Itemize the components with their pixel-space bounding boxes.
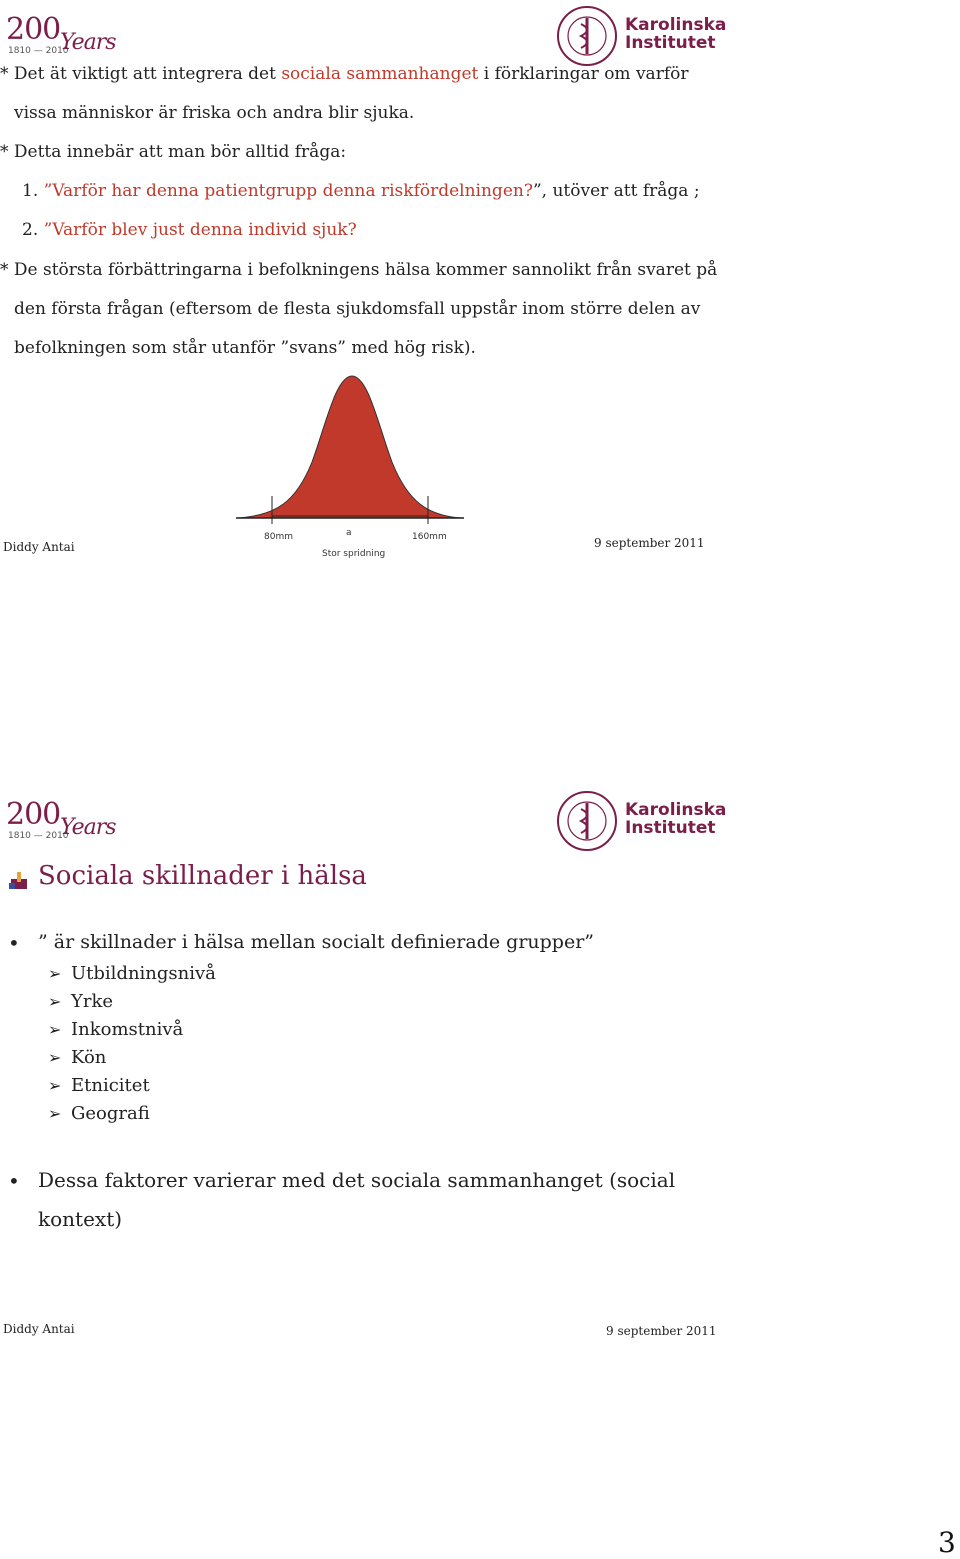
ki-name-line2: Institutet <box>625 33 716 53</box>
arrow-bullet-icon: ➢ <box>48 992 62 1011</box>
curve-label-mid: a <box>346 528 352 538</box>
ki-seal-icon <box>555 4 619 68</box>
ki-seal-icon <box>555 789 619 853</box>
question-1-text: ”Varför har denna patientgrupp denna riskfördelningen? <box>43 181 533 201</box>
line1-pre: * Det ät viktigt att integrera det <box>0 64 282 84</box>
bullet-2-line2: kontext) <box>38 1207 123 1231</box>
footer-date: 9 september 2011 <box>606 1324 717 1338</box>
bullet-dot-2: • <box>8 1169 20 1193</box>
slide-2 <box>0 795 960 1355</box>
question-1 <box>22 181 700 201</box>
anniversary-years: 1810 — 2010 <box>8 831 69 841</box>
anniversary-logo <box>4 12 122 66</box>
line1-highlight: sociala sammanhanget <box>281 64 479 84</box>
ki-name <box>625 16 726 52</box>
arrow-bullet-icon: ➢ <box>48 964 62 983</box>
curve-label-right: 160mm <box>412 532 447 542</box>
bell-curve-svg <box>236 372 468 560</box>
anniversary-number: 200 <box>6 12 61 47</box>
text-line-2: vissa människor är friska och andra blir sjuka. <box>14 103 415 123</box>
anniversary-logo <box>4 797 122 851</box>
text-line-6: * De största förbättringarna i befolkningens hälsa kommer sannolikt från svaret på <box>0 260 718 280</box>
factor-item: Yrke <box>71 991 114 1012</box>
factor-item: Utbildningsnivå <box>71 963 216 984</box>
karolinska-logo <box>555 789 727 855</box>
footer-author: Diddy Antai <box>3 1322 75 1336</box>
factor-item: Kön <box>71 1047 107 1068</box>
footer-date: 9 september 2011 <box>594 536 705 550</box>
question-1-number: 1. <box>22 181 44 201</box>
karolinska-logo <box>555 4 727 70</box>
text-line-7: den första frågan (eftersom de flesta sjukdomsfall uppstår inom större delen av <box>14 299 701 319</box>
bullet-dot-1: • <box>8 931 20 955</box>
line1-post: i förklaringar om varför <box>478 64 689 84</box>
question-2 <box>22 220 357 240</box>
factor-item: Inkomstnivå <box>71 1019 184 1040</box>
ki-name-line1: Karolinska <box>625 800 727 820</box>
factor-item: Etnicitet <box>71 1075 150 1096</box>
anniversary-script: Years <box>60 30 116 55</box>
bell-curve-figure <box>236 372 468 560</box>
text-line-3: * Detta innebär att man bör alltid fråga: <box>0 142 347 162</box>
factor-item: Geografi <box>71 1103 150 1124</box>
slide-1 <box>0 0 960 560</box>
ki-name-line1: Karolinska <box>625 15 727 35</box>
anniversary-script: Years <box>60 815 116 840</box>
arrow-bullet-icon: ➢ <box>48 1076 62 1095</box>
footer-author: Diddy Antai <box>3 540 75 554</box>
anniversary-number: 200 <box>6 797 61 832</box>
arrow-bullet-icon: ➢ <box>48 1020 62 1039</box>
arrow-bullet-icon: ➢ <box>48 1048 62 1067</box>
bullet-2-line1: Dessa faktorer varierar med det sociala sammanhanget (social <box>38 1168 676 1192</box>
slide-title: Sociala skillnader i hälsa <box>38 861 367 891</box>
question-1-post: ”, utöver att fråga ; <box>532 181 700 201</box>
curve-label-left: 80mm <box>264 532 293 542</box>
title-bullet-icon <box>9 871 29 891</box>
ki-name-line2: Institutet <box>625 818 716 838</box>
bullet-1-text: ” är skillnader i hälsa mellan socialt definierade grupper” <box>38 931 595 953</box>
text-line-1 <box>0 64 688 84</box>
ki-name <box>625 801 726 837</box>
anniversary-years: 1810 — 2010 <box>8 46 69 56</box>
question-2-text: ”Varför blev just denna individ sjuk? <box>43 220 357 240</box>
question-2-number: 2. <box>22 220 44 240</box>
curve-label-bottom: Stor spridning <box>322 549 386 559</box>
text-line-8: befolkningen som står utanför ”svans” med hög risk). <box>14 338 476 358</box>
page-number: 3 <box>938 1526 956 1559</box>
arrow-bullet-icon: ➢ <box>48 1104 62 1123</box>
